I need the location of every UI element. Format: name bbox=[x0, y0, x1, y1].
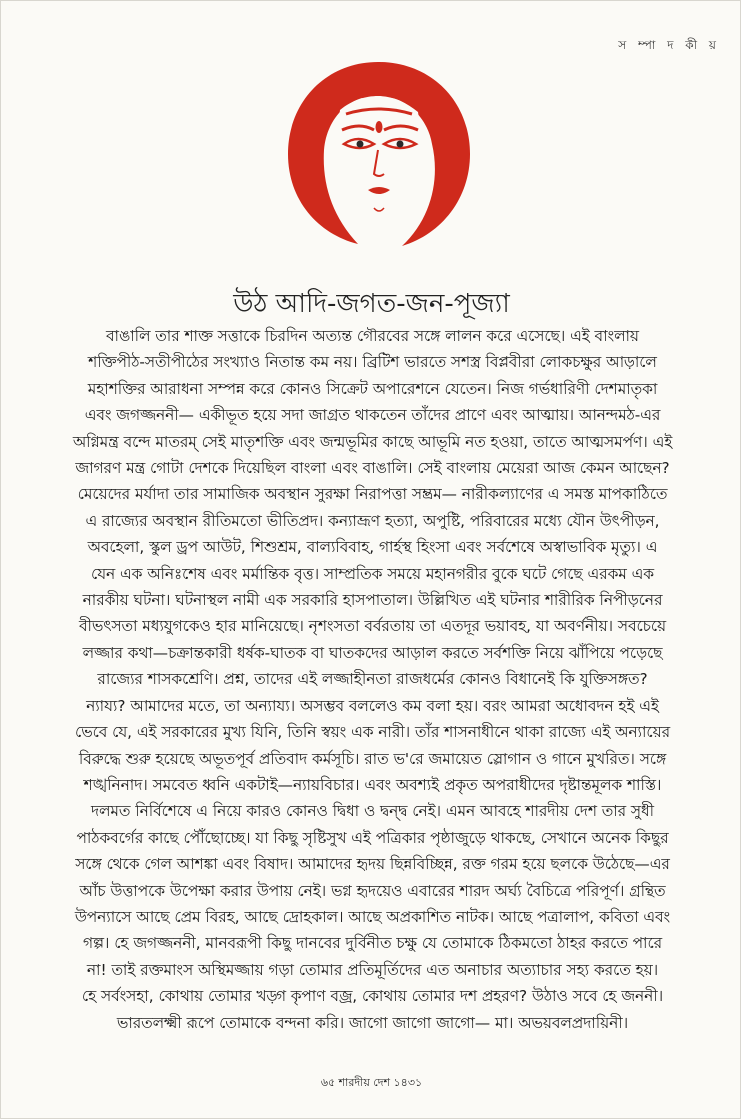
body-line: আঁচ উত্তাপকে উপেক্ষা করার উপায় নেই। ভগ্ন হৃদয়েও এবারের শারদ অর্ঘ্য বৈচিত্রে পরিপূর্ণ। গ্রন্থিত bbox=[79, 881, 666, 900]
body-line: সঙ্গে থেকে গেল আশঙ্কা এবং বিষাদ। আমাদের হৃদয় ছিন্নবিচ্ছিন্ন, রক্ত গরম হয়ে ছলকে উঠেছে—এর bbox=[75, 855, 670, 874]
body-line: বাঙালি তার শাক্ত সত্তাকে চিরদিন অত্যন্ত গৌরবের সঙ্গে লালন করে এসেছে। এই বাংলায় bbox=[106, 327, 639, 345]
body-line: এ রাজ্যের অবস্থান রীতিমতো ভীতিপ্রদ। কন্যাভ্রূণ হত্যা, অপুষ্টি, পরিবারের মধ্যে যৌন উৎপীড়ন, bbox=[85, 511, 660, 530]
body-line: এবং জগজ্জননী— একীভূত হয়ে সদা জাগ্রত থাকতেন তাঁদের প্রাণে এবং আত্মায়। আনন্দমঠ-এর bbox=[84, 406, 661, 425]
body-line: ভারতলক্ষ্মী রূপে তোমাকে বন্দনা করি। জাগো জাগো জাগো— মা। অভয়বলপ্রদায়িনী। bbox=[116, 1013, 629, 1032]
body-line: গল্প। হে জগজ্জননী, মানবরূপী কিছু দানবের দুর্বিনীত চক্ষু যে তোমাকে ঠিকমতো ঠাহর করতে পারে bbox=[82, 934, 663, 953]
body-line: ভেবে যে, এই সরকারের মুখ্য যিনি, তিনি স্বয়ং এক নারী। তাঁর শাসনাধীনে থাকা রাজ্যে এই অন্যায়ের bbox=[75, 723, 670, 742]
page-folio: ৬৫ শারদীয় দেশ ১৪৩১ bbox=[320, 1076, 423, 1089]
body-line: ন্যায্য? আমাদের মতে, তা অন্যায্য। অসম্ভব বললেও কম বলা হয়। বরং আমরা অধোবদন হই এই bbox=[86, 696, 659, 715]
section-label: স ম্পা দ কী য় bbox=[618, 38, 720, 52]
body-line: শঙ্খনিনাদ। সমবেত ধ্বনি একটাই—ন্যায়বিচার। এবং অবশ্যই প্রকৃত অপরাধীদের দৃষ্টান্তমূলক শাস্তি। bbox=[83, 775, 662, 794]
article-title: উঠ আদি-জগত-জন-পূজ্যা bbox=[233, 289, 510, 319]
body-line: অগ্নিমন্ত্র বন্দে মাতরম্‌ সেই মাতৃশক্তি এবং জন্মভূমির কাছে আভূমি নত হওয়া, তাতে আত্মসমর্পণ। এই bbox=[72, 432, 673, 451]
body-line: উপন্যাসে আছে প্রেম বিরহ, আছে দ্রোহকাল। আছে অপ্রকাশিত নাটক। আছে পত্রালাপ, কবিতা এবং bbox=[74, 907, 671, 926]
editorial-body bbox=[45, 323, 700, 1036]
body-line: রাজ্যের শাসকশ্রেণি। প্রশ্ন, তাদের এই লজ্জাহীনতা রাজধর্মের কোনও বিধানেই কি যুক্তিসঙ্গত? bbox=[97, 670, 648, 689]
body-line: হে সর্বংসহা, কোথায় তোমার খড়্গ কৃপাণ বজ্র, কোথায় তোমার দশ প্রহরণ? উঠাও সবে হে জননী। bbox=[81, 987, 664, 1006]
body-line: দলমত নির্বিশেষে এ নিয়ে কারও কোনও দ্বিধা ও দ্বন্দ্ব নেই। এমন আবহে শারদীয় দেশ তার সুধী bbox=[91, 802, 654, 821]
body-line: যেন এক অনিঃশেষ এবং মর্মান্তিক বৃত্ত। সাম্প্রতিক সময়ে মহানগরীর বুকে ঘটে গেছে এরকম এক bbox=[91, 564, 654, 583]
body-line: না! তাই রক্তমাংস অস্থিমজ্জায় গড়া তোমার প্রতিমূর্তিদের এত অনাচার অত্যাচার সহ্য করতে হয়। bbox=[86, 960, 659, 979]
body-line: মহাশক্তির আরাধনা সম্পন্ন করে কোনও সিক্রেট অপারেশনে যেতেন। নিজ গর্ভধারিণী দেশমাতৃকা bbox=[87, 379, 658, 398]
body-line: জাগরণ মন্ত্র গোটা দেশকে দিয়েছিল বাংলা এবং বাঙালি। সেই বাংলায় মেয়েরা আজ কেমন আছেন? bbox=[75, 459, 670, 478]
body-line: পাঠকবর্গের কাছে পৌঁছোচ্ছে। যা কিছু সৃষ্টিসুখ এই পত্রিকার পৃষ্ঠাজুড়ে থাকছে, সেখানে অনেক কিছুর bbox=[76, 828, 669, 847]
goddess-face-emblem-icon bbox=[282, 58, 474, 248]
body-line: লজ্জার কথা—চক্রান্তকারী ধর্ষক-ঘাতক বা ঘাতকদের আড়াল করতে সর্বশক্তি নিয়ে ঝাঁপিয়ে পড়েছে bbox=[82, 643, 663, 662]
body-line: শক্তিপীঠ-সতীপীঠের সংখ্যাও নিতান্ত কম নয়। ব্রিটিশ ভারতে সশস্ত্র বিপ্লবীরা লোকচক্ষুর আড়ালে bbox=[88, 353, 657, 372]
body-line: অবহেলা, স্কুল ড্রপ আউট, শিশুশ্রম, বাল্যবিবাহ, গার্হস্থ হিংসা এবং সর্বশেষে অস্বাভাবিক মৃত্যু। এ bbox=[87, 538, 658, 557]
body-line: নারকীয় ঘটনা। ঘটনাস্থল নামী এক সরকারি হাসপাতাল। উল্লিখিত এই ঘটনার শারীরিক নিপীড়নের bbox=[82, 591, 663, 610]
body-line: মেয়েদের মর্যাদা তার সামাজিক অবস্থান সুরক্ষা নিরাপত্তা সম্ভ্রম— নারীকল্যাণের এ সমস্ত মাপকাঠিতে bbox=[77, 485, 668, 504]
body-line: বীভৎসতা মধ্যযুগকেও হার মানিয়েছে। নৃশংসতা বর্বরতায় তা এতদূর ভয়াবহ, যা অবর্ণনীয়। সবচেয়ে bbox=[78, 617, 667, 636]
body-line: বিরুদ্ধে শুরু হয়েছে অভূতপূর্ব প্রতিবাদ কর্মসূচি। রাত ভ'রে জমায়েত স্লোগান ও গানে মুখরিত। সঙ্গে bbox=[78, 749, 667, 768]
